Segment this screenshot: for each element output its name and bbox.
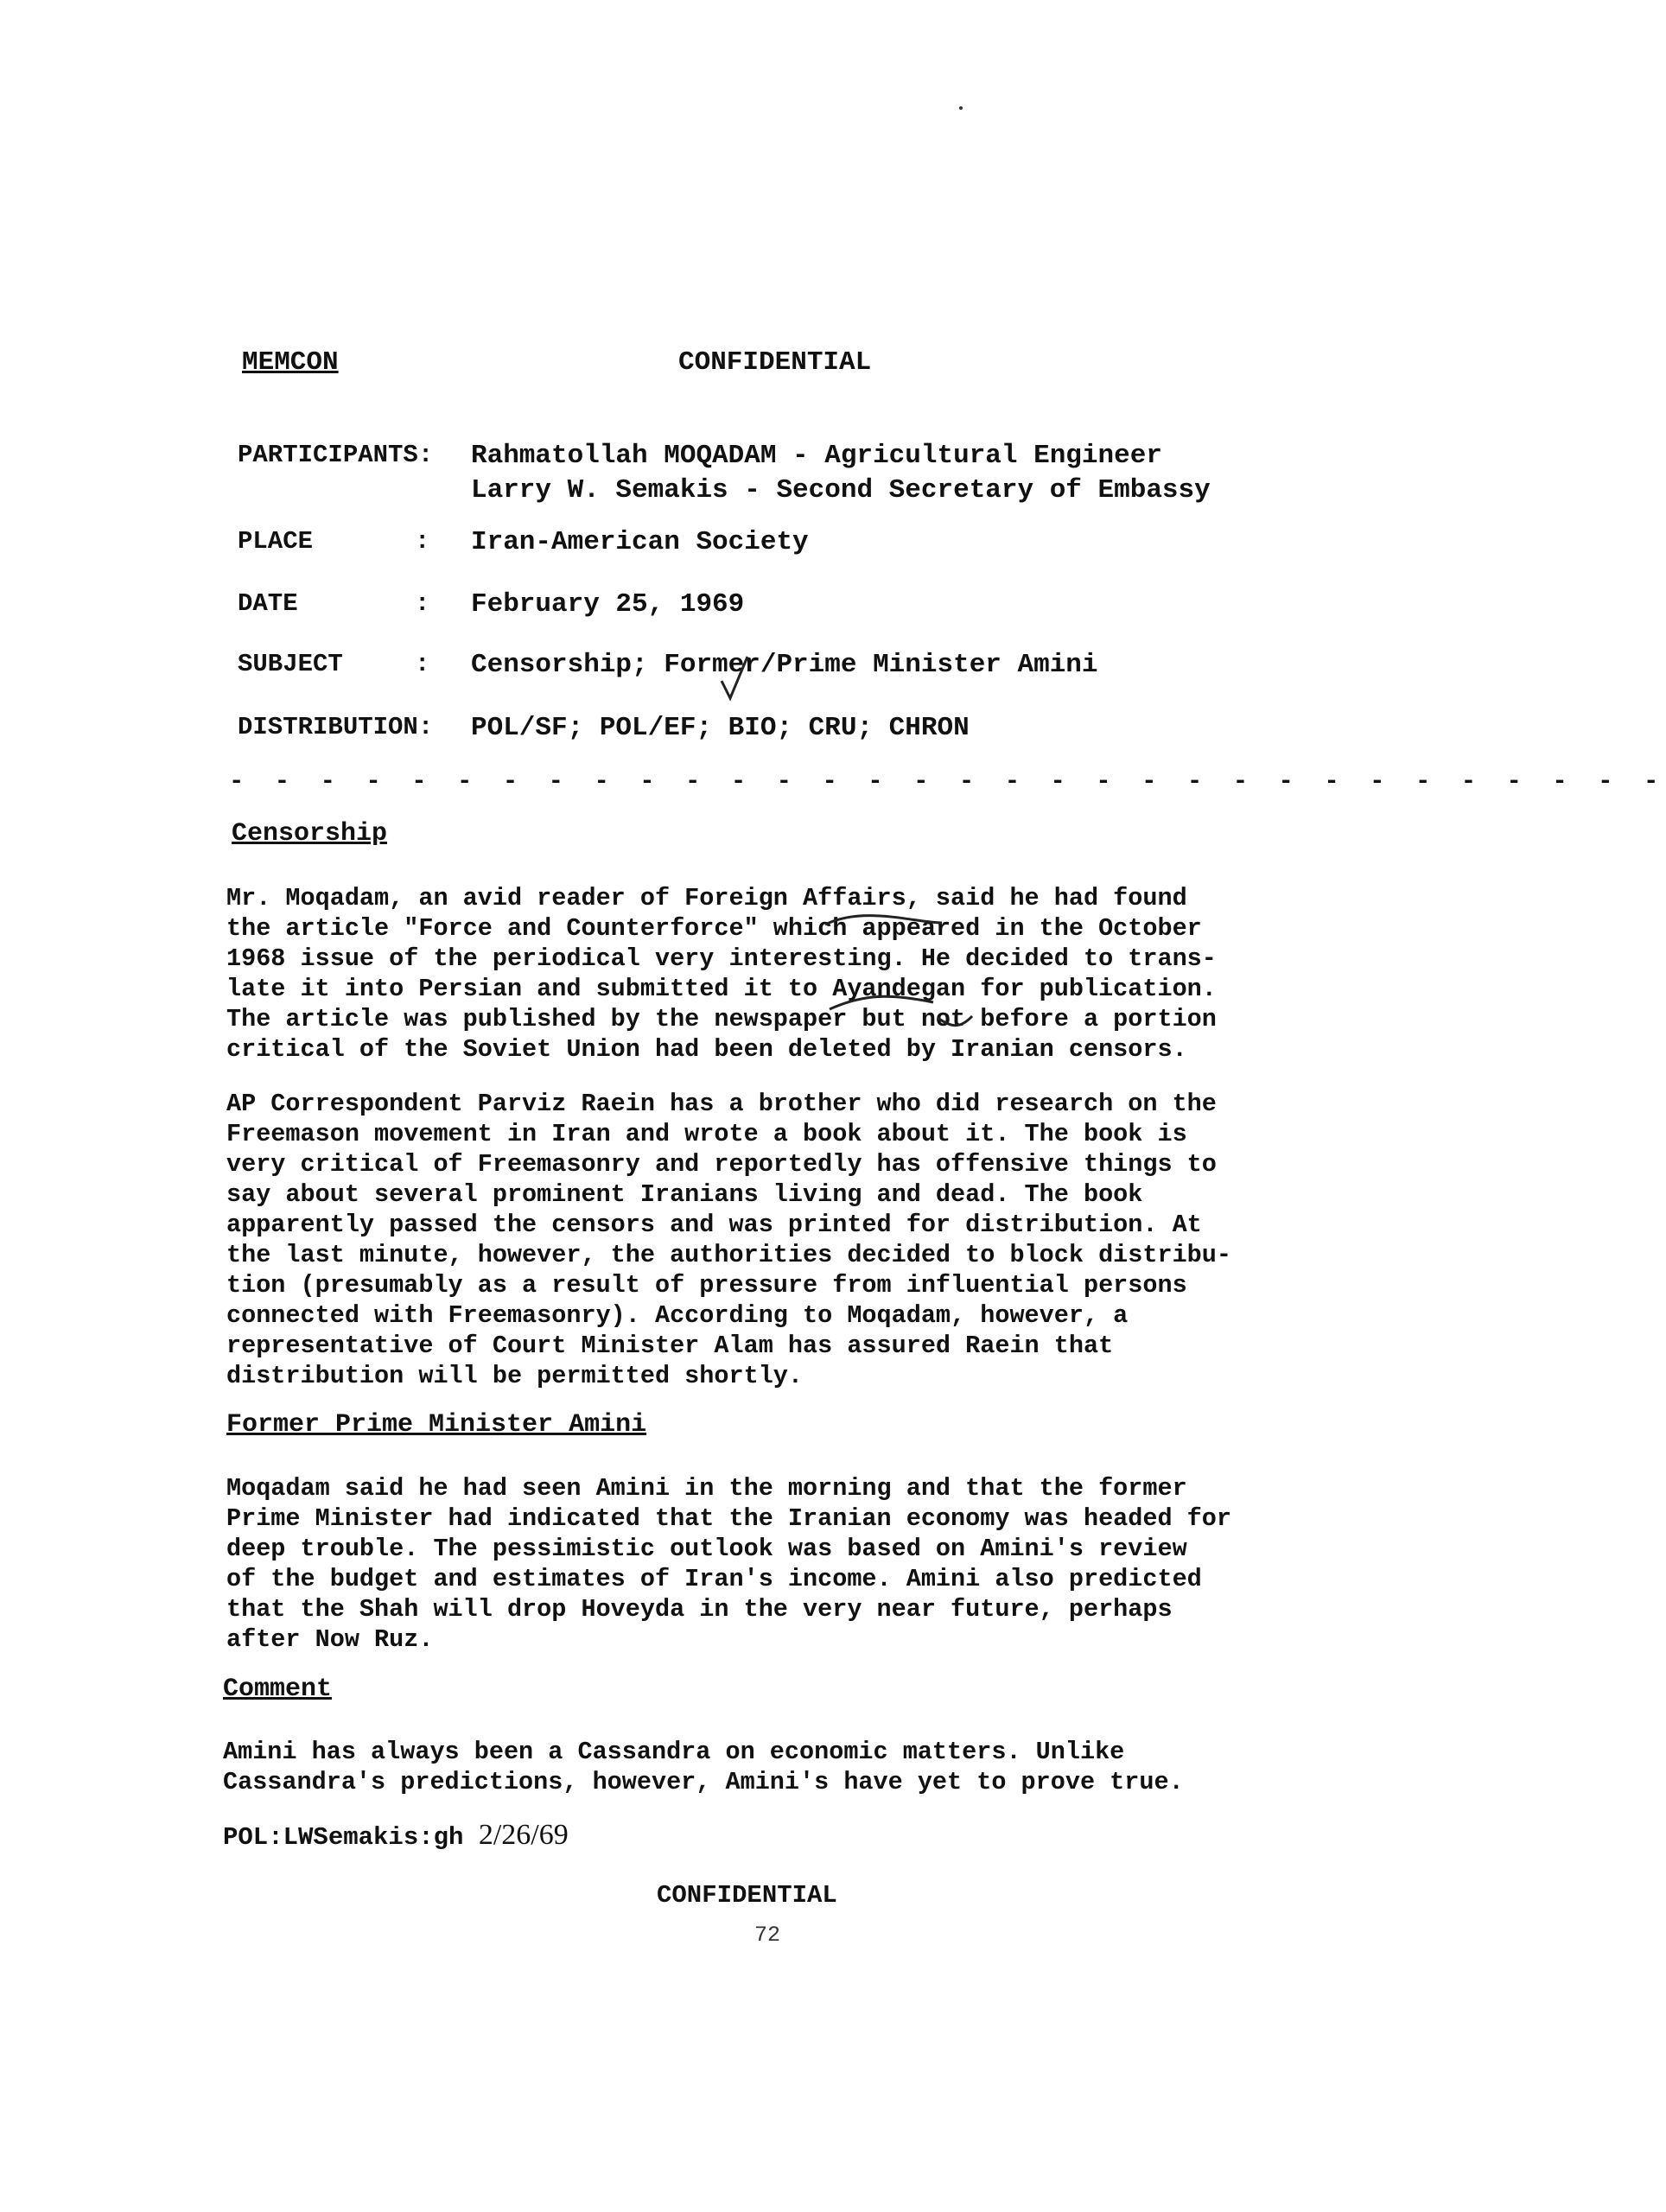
paragraph-line: Freemason movement in Iran and wrote a book about it. The book is bbox=[226, 1120, 1187, 1148]
paragraph-line: Cassandra's predictions, however, Amini's have yet to prove true. bbox=[223, 1768, 1184, 1796]
date-row bbox=[238, 589, 1275, 624]
heading-censorship: Censorship bbox=[232, 819, 388, 849]
paragraph-line: connected with Freemasonry). According to Moqadam, however, a bbox=[226, 1301, 1129, 1330]
place-colon: : bbox=[415, 527, 430, 556]
distribution-row bbox=[238, 713, 1275, 747]
participant-2: Larry W. Semakis - Second Secretary of Embassy bbox=[471, 475, 1211, 505]
paragraph-line: after Now Ruz. bbox=[226, 1625, 434, 1654]
distribution-value: POL/SF; POL/EF; BIO; CRU; CHRON bbox=[471, 713, 970, 743]
paragraph-line: the last minute, however, the authorities decided to block distribu- bbox=[226, 1241, 1231, 1269]
subject-value: Censorship; Former/Prime Minister Amini bbox=[471, 650, 1098, 680]
paragraph-line: The article was published by the newspaper but not before a portion bbox=[226, 1005, 1217, 1033]
date-colon: : bbox=[415, 589, 430, 618]
paragraph-line: very critical of Freemasonry and reportedly has offensive things to bbox=[226, 1150, 1217, 1179]
paragraph-line: Mr. Moqadam, an avid reader of Foreign Affairs, said he had found bbox=[226, 884, 1187, 912]
participants-label: PARTICIPANTS: bbox=[238, 441, 434, 469]
memcon-label: MEMCON bbox=[242, 347, 339, 378]
place-value: Iran-American Society bbox=[471, 527, 809, 557]
subject-colon: : bbox=[415, 650, 430, 678]
subject-row bbox=[238, 650, 1275, 684]
paragraph-line: Moqadam said he had seen Amini in the morning and that the former bbox=[226, 1474, 1187, 1503]
paragraph-line: apparently passed the censors and was printed for distribution. At bbox=[226, 1211, 1202, 1239]
paragraph-amini bbox=[226, 1473, 1246, 1655]
paragraph-line: the article "Force and Counterforce" which appeared in the October bbox=[226, 914, 1202, 943]
paragraph-line: that the Shah will drop Hoveyda in the very near future, perhaps bbox=[226, 1595, 1173, 1624]
heading-comment: Comment bbox=[223, 1675, 333, 1704]
paragraph-line: late it into Persian and submitted it to Ayandegan for publication. bbox=[226, 975, 1217, 1003]
drafter-line bbox=[223, 1819, 569, 1852]
paragraph-comment bbox=[223, 1737, 1243, 1797]
paragraph-line: tion (presumably as a result of pressure from influential persons bbox=[226, 1271, 1187, 1300]
date-label: DATE bbox=[238, 589, 298, 618]
paragraph-line: AP Correspondent Parviz Raein has a brother who did research on the bbox=[226, 1090, 1217, 1118]
paragraph-line: representative of Court Minister Alam has assured Raein that bbox=[226, 1332, 1114, 1360]
separator-line: - - - - - - - - - - - - - - - - - - - - - - - - - - - - - - - - bbox=[229, 767, 1666, 796]
paragraph-line: say about several prominent Iranians living and dead. The book bbox=[226, 1180, 1143, 1209]
place-row bbox=[238, 527, 1275, 562]
drafted-date: 2/26/69 bbox=[478, 1819, 569, 1851]
subject-label: SUBJECT bbox=[238, 650, 343, 678]
classification-bottom: CONFIDENTIAL bbox=[657, 1881, 837, 1910]
paragraph-line: distribution will be permitted shortly. bbox=[226, 1362, 804, 1390]
classification-top: CONFIDENTIAL bbox=[678, 347, 872, 378]
paragraph-line: Amini has always been a Cassandra on economic matters. Unlike bbox=[223, 1738, 1125, 1766]
heading-former-prime-minister: Former Prime Minister Amini bbox=[226, 1410, 647, 1440]
paragraph-freemason bbox=[226, 1089, 1246, 1391]
paragraph-line: deep trouble. The pessimistic outlook was based on Amini's review bbox=[226, 1535, 1187, 1563]
paragraph-line: Prime Minister had indicated that the Iranian economy was headed for bbox=[226, 1504, 1231, 1533]
paragraph-censorship bbox=[226, 883, 1246, 1065]
page-number: 72 bbox=[754, 1923, 781, 1948]
scan-speck bbox=[959, 106, 963, 110]
participants-row bbox=[238, 441, 1275, 518]
paragraph-line: 1968 issue of the periodical very interesting. He decided to trans- bbox=[226, 944, 1217, 973]
distribution-label: DISTRIBUTION: bbox=[238, 713, 434, 741]
drafter-initials: POL:LWSemakis:gh bbox=[223, 1823, 464, 1852]
date-value: February 25, 1969 bbox=[471, 589, 745, 620]
paragraph-line: critical of the Soviet Union had been deleted by Iranian censors. bbox=[226, 1035, 1187, 1064]
place-label: PLACE bbox=[238, 527, 314, 556]
participant-1: Rahmatollah MOQADAM - Agricultural Engineer bbox=[471, 441, 1162, 471]
paragraph-line: of the budget and estimates of Iran's income. Amini also predicted bbox=[226, 1565, 1202, 1593]
